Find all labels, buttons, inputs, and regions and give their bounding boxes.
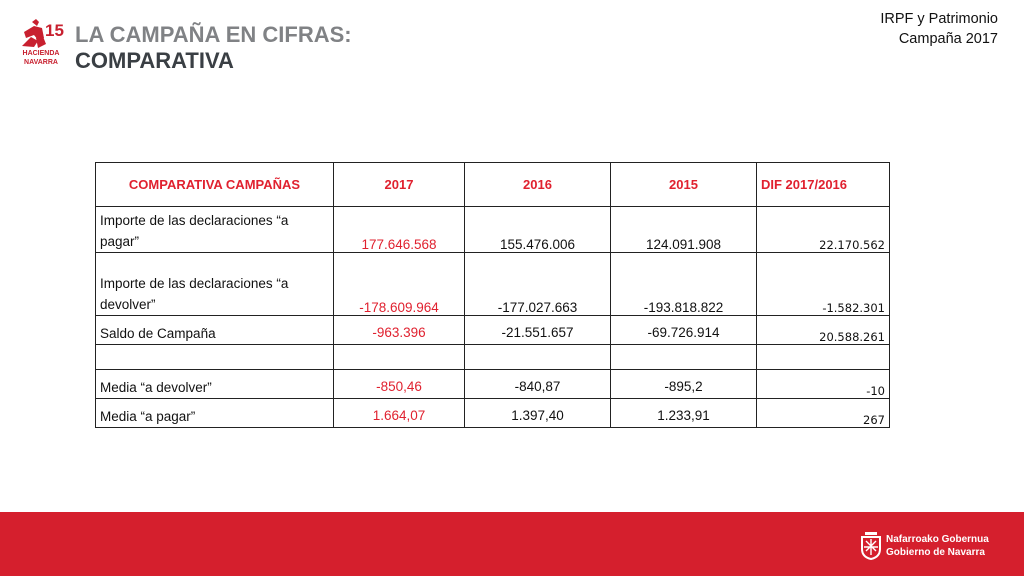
value-2016: -840,87 [465,370,611,399]
campaign-label-line-1: IRPF y Patrimonio [880,11,998,27]
header-cell: 2015 [611,163,757,207]
svg-text:15: 15 [45,21,64,40]
row-label [96,345,334,370]
value-dif: -1.582.301 [757,253,890,316]
value-2015 [611,345,757,370]
value-dif: 22.170.562 [757,207,890,253]
table-row [96,253,890,316]
table-row [96,316,890,345]
campaign-label-line-2: Campaña 2017 [898,31,998,47]
value-dif [757,345,890,370]
government-label [886,533,989,559]
table-row [96,399,890,428]
page-title [75,22,352,74]
header-cell: DIF 2017/2016 [757,163,890,207]
row-label: Media “a pagar” [96,399,334,428]
value-2015: -895,2 [611,370,757,399]
value-dif: 267 [757,399,890,428]
row-label: Saldo de Campaña [96,316,334,345]
value-2016: -21.551.657 [465,316,611,345]
value-dif: 20.588.261 [757,316,890,345]
value-2017: 1.664,07 [334,399,465,428]
value-2017 [334,345,465,370]
title-line-2: COMPARATIVA [75,48,234,73]
value-2016: 155.476.006 [465,207,611,253]
navarra-coat-of-arms-icon [860,530,882,560]
table-header-row [96,163,890,207]
value-2015: 124.091.908 [611,207,757,253]
value-2015: -69.726.914 [611,316,757,345]
logo-caption: HACIENDA NAVARRA [22,50,60,66]
row-label: Media “a devolver” [96,370,334,399]
title-line-1: LA CAMPAÑA EN CIFRAS: [75,22,352,47]
table-row [96,345,890,370]
row-label: Importe de las declaraciones “a pagar” [96,207,334,253]
government-label-line-2: Gobierno de Navarra [886,547,985,558]
value-2017: -178.609.964 [334,253,465,316]
value-2015: -193.818.822 [611,253,757,316]
value-2016: 1.397,40 [465,399,611,428]
table-row [96,207,890,253]
header-cell: 2017 [334,163,465,207]
value-2016 [465,345,611,370]
value-dif: -10 [757,370,890,399]
row-label: Importe de las declaraciones “a devolver” [96,253,334,316]
header-cell: COMPARATIVA CAMPAÑAS [96,163,334,207]
value-2016: -177.027.663 [465,253,611,316]
campaign-label [880,9,998,49]
value-2017: -963.396 [334,316,465,345]
value-2017: -850,46 [334,370,465,399]
government-label-line-1: Nafarroako Gobernua [886,534,989,545]
value-2017: 177.646.568 [334,207,465,253]
comparison-table [95,162,890,428]
value-2015: 1.233,91 [611,399,757,428]
header-cell: 2016 [465,163,611,207]
table-row [96,370,890,399]
